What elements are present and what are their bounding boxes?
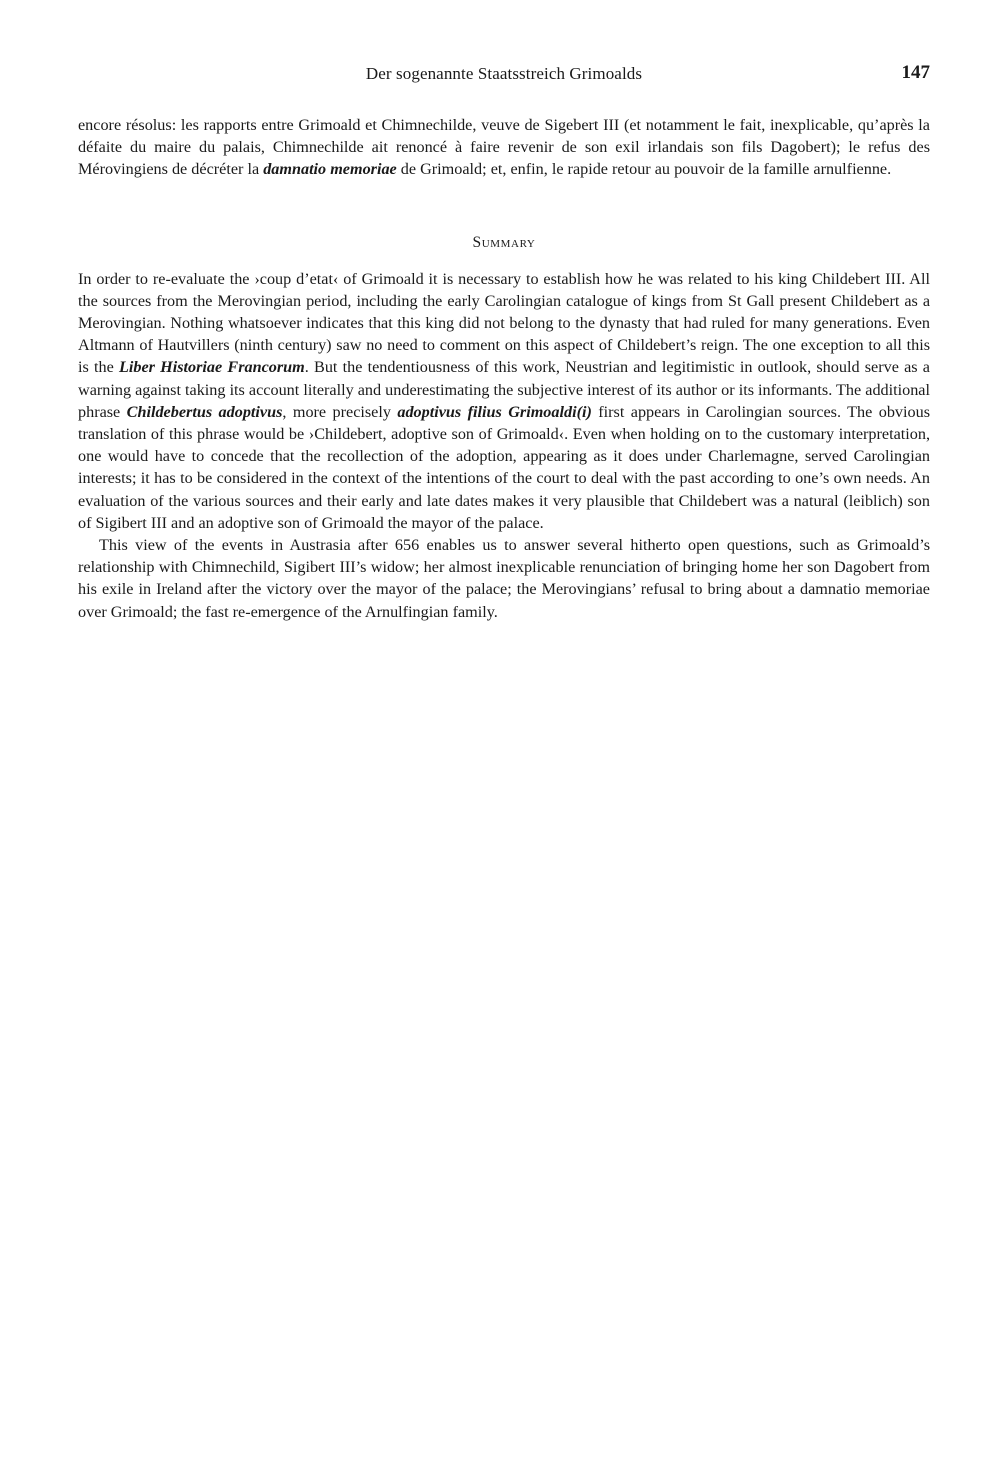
resume-paragraph — [78, 114, 930, 181]
running-title: Der sogenannte Staatsstreich Grimoalds — [365, 64, 643, 83]
page-number: 147 — [901, 62, 930, 83]
summary-paragraph-2: This view of the events in Austrasia after 656 enables us to answer several hitherto open questions, such as Grimoald’s relationship with Chimnechild, Sigibert III’s widow; her almost inexplicable renunciation of bringing home her son Dagobert from his exile in Ireland after the victory over the mayor of the palace; the Merovingians’ refusal to bring about a damnatio memoriae over Grimoald; the fast re-emergence of the Arnulfingian family. — [78, 536, 930, 621]
summary-p1-text-1: In order to re-evaluate the ›coup d’etat‹ of Grimoald it is necessary to establish how he was related to his king Childebert III. All the sources from the Merovingian period, including the early Carolingian catalogue of kings from St Gall present Childebert as a Merovingian. Nothing whatsoever indicates that this king did not belong to the dynasty that had ruled for many generations. Even Altmann of Hautvillers (ninth century) saw no need to comment on this aspect of Childebert’s reign. The one exception to all this is the — [78, 269, 930, 377]
summary-paragraph-1 — [78, 268, 930, 534]
summary-p1-emphasis-3: adoptivus filius Grimoaldi(i) — [397, 402, 592, 421]
running-head — [78, 62, 930, 92]
resume-text: encore résolus: les rapports entre Grimoald et Chimnechilde, veuve de Sigebert III (et notamment le fait, inexplicable, qu’après la défaite du maire du palais, Chimnechilde ait renoncé à faire revenir de son exil irlandais son fils Dagobert); le refus des Mérovingiens de décréter la — [78, 116, 930, 179]
summary-heading — [78, 234, 930, 252]
summary-heading-text: Summary — [472, 233, 536, 251]
summary-p1-text-3: , more precisely — [282, 402, 398, 421]
summary-p1-text-4: first appears in Carolingian sources. The obvious translation of this phrase would be ›Childebert, adoptive son of Grimoald‹. Even when holding on to the customary interpretation, one would have to concede that the recollection of the adoption, appearing as it does under Charlemagne, served Carolingian interests; it has to be considered in the context of the intentions of the court to deal with the past according to one’s own needs. An evaluation of the various sources and their early and late dates makes it very plausible that Childebert was a natural (leiblich) son of Sigibert III and an adoptive son of Grimoald the mayor of the palace. — [78, 402, 930, 532]
resume-emphasis: damnatio memoriae — [263, 160, 397, 179]
page-content — [78, 62, 930, 623]
summary-p1-emphasis-2: Childebertus adoptivus — [126, 402, 283, 421]
resume-text-end: de Grimoald; et, enfin, le rapide retour au pouvoir de la famille arnulfienne. — [396, 160, 892, 179]
summary-p1-emphasis-1: Liber Historiae Francorum — [118, 358, 305, 377]
summary-p1-text-2: . But the tendentiousness of this work, Neustrian and legitimistic in outlook, should serve as a warning against taking its account literally and underestimating the subjective interest of its author or its informants. The additional phrase — [78, 358, 930, 421]
